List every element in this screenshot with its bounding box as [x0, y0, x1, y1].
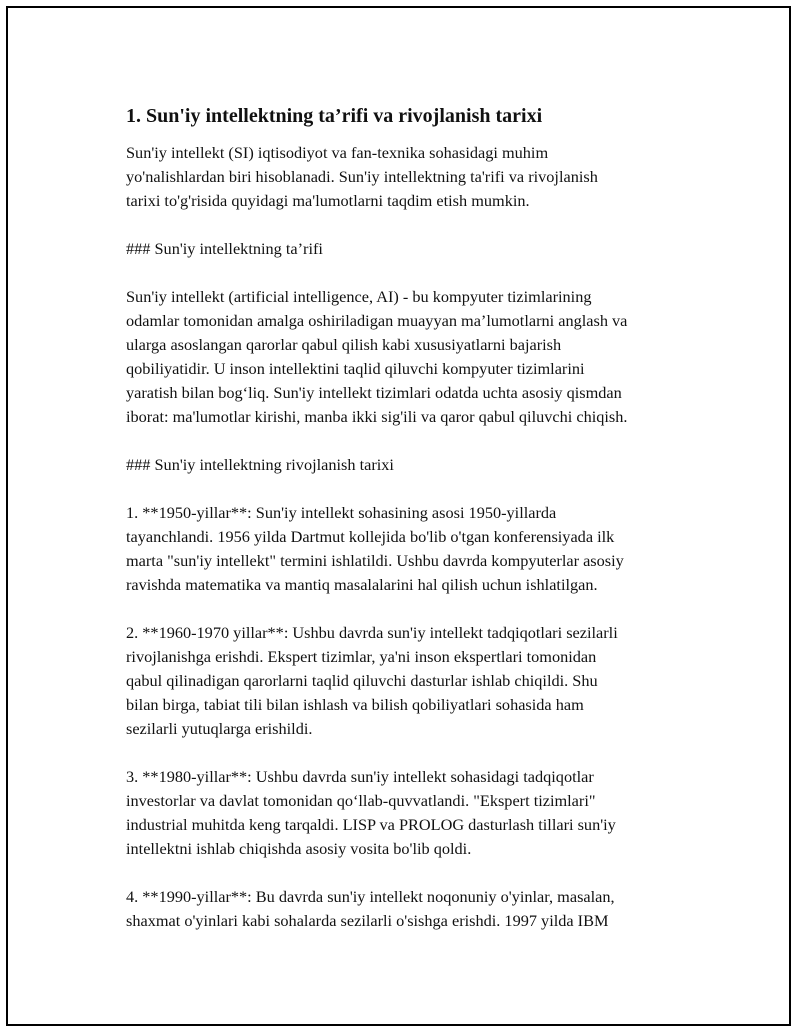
text-line: investorlar va davlat tomonidan qo‘llab-quvvatlandi. "Ekspert tizimlari": [126, 791, 596, 810]
text-line: industrial muhitda keng tarqaldi. LISP va PROLOG dasturlash tillari sun'iy: [126, 815, 616, 834]
paragraph-list: [126, 141, 706, 933]
text-line: 1. **1950-yillar**: Sun'iy intellekt sohasining asosi 1950-yillarda: [126, 503, 557, 522]
paragraph: [126, 453, 706, 477]
page-frame: [6, 6, 791, 1026]
text-line: 4. **1990-yillar**: Bu davrda sun'iy intellekt noqonuniy o'yinlar, masalan,: [126, 887, 615, 906]
text-line: qobiliyatidir. U inson intellektini taqlid qiluvchi kompyuter tizimlarini: [126, 359, 585, 378]
text-line: tayanchlandi. 1956 yilda Dartmut kollejida bo'lib o'tgan konferensiyada ilk: [126, 527, 615, 546]
text-line: ### Sun'iy intellektning rivojlanish tarixi: [126, 455, 394, 474]
document-title: 1. Sun'iy intellektning ta’rifi va rivojlanish tarixi: [126, 105, 543, 127]
text-line: Sun'iy intellekt (artificial intelligence, AI) - bu kompyuter tizimlarining: [126, 287, 592, 306]
paragraph: [126, 621, 706, 741]
text-line: rivojlanishga erishdi. Ekspert tizimlar, ya'ni inson ekspertlari tomonidan: [126, 647, 597, 666]
paragraph: [126, 885, 706, 933]
text-line: intellektni ishlab chiqishda asosiy vosita bo'lib qoldi.: [126, 839, 472, 858]
paragraph: [126, 285, 706, 429]
paragraph: [126, 765, 706, 861]
document-body: [126, 103, 706, 957]
text-line: 2. **1960-1970 yillar**: Ushbu davrda sun'iy intellekt tadqiqotlari sezilarli: [126, 623, 618, 642]
text-line: iborat: ma'lumotlar kirishi, manba ikki sig'ili va qaror qabul qiluvchi chiqish.: [126, 407, 628, 426]
text-line: 3. **1980-yillar**: Ushbu davrda sun'iy intellekt sohasidagi tadqiqotlar: [126, 767, 594, 786]
text-line: qabul qilinadigan qarorlarni taqlid qiluvchi dasturlar ishlab chiqildi. Shu: [126, 671, 598, 690]
text-line: ### Sun'iy intellektning ta’rifi: [126, 239, 323, 258]
text-line: tarixi to'g'risida quyidagi ma'lumotlarni taqdim etish mumkin.: [126, 191, 530, 210]
paragraph: [126, 141, 706, 213]
text-line: yo'nalishlardan biri hisoblanadi. Sun'iy intellektning ta'rifi va rivojlanish: [126, 167, 598, 186]
text-line: shaxmat o'yinlari kabi sohalarda sezilarli o'sishga erishdi. 1997 yilda IBM: [126, 911, 609, 930]
text-line: Sun'iy intellekt (SI) iqtisodiyot va fan-texnika sohasidagi muhim: [126, 143, 549, 162]
text-line: ravishda matematika va mantiq masalalarini hal qilish uchun ishlatilgan.: [126, 575, 598, 594]
text-line: bilan birga, tabiat tili bilan ishlash va bilish qobiliyatlari sohasida ham: [126, 695, 584, 714]
text-line: odamlar tomonidan amalga oshiriladigan muayyan ma’lumotlarni anglash va: [126, 311, 628, 330]
text-line: yaratish bilan bog‘liq. Sun'iy intellekt tizimlari odatda uchta asosiy qismdan: [126, 383, 622, 402]
paragraph: [126, 501, 706, 597]
text-line: ularga asoslangan qarorlar qabul qilish kabi xususiyatlarni bajarish: [126, 335, 562, 354]
paragraph: [126, 237, 706, 261]
text-line: marta "sun'iy intellekt" termini ishlatildi. Ushbu davrda kompyuterlar asosiy: [126, 551, 624, 570]
text-line: sezilarli yutuqlarga erishildi.: [126, 719, 313, 738]
